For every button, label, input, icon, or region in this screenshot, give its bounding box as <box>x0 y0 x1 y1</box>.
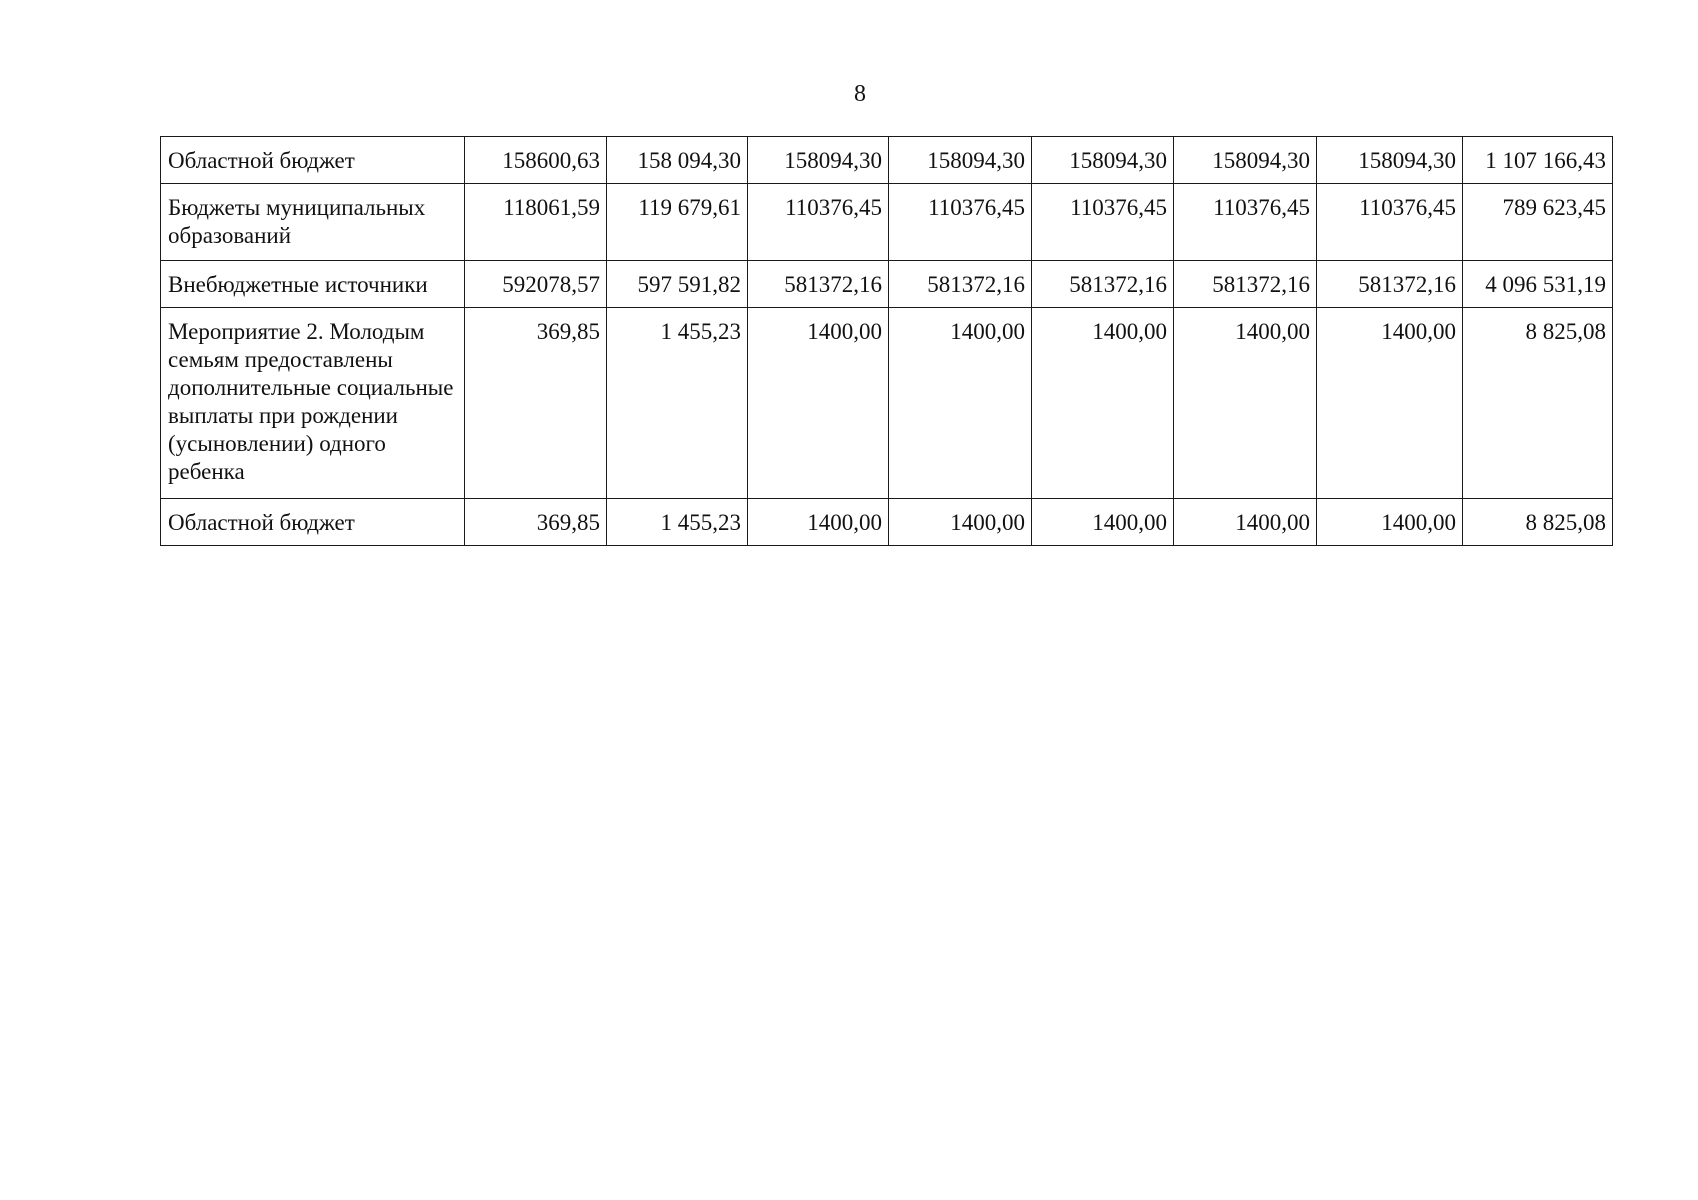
row-label: Мероприятие 2. Молодым семьям предоставлены дополнительные социальные выплаты при рождении (усыновлении) одного ребенка <box>161 308 465 499</box>
value-cell: 581372,16 <box>748 261 889 308</box>
value-cell: 581372,16 <box>1174 261 1317 308</box>
table-row <box>161 499 1613 546</box>
value-cell: 158094,30 <box>748 137 889 184</box>
value-cell: 110376,45 <box>748 184 889 261</box>
value-cell: 369,85 <box>465 499 607 546</box>
value-cell: 592078,57 <box>465 261 607 308</box>
value-cell: 119 679,61 <box>607 184 748 261</box>
value-cell: 158 094,30 <box>607 137 748 184</box>
page-number: 8 <box>854 81 866 107</box>
value-cell: 158094,30 <box>889 137 1032 184</box>
row-label: Областной бюджет <box>161 499 465 546</box>
row-label: Внебюджетные источники <box>161 261 465 308</box>
value-cell: 1400,00 <box>1032 499 1174 546</box>
value-cell: 597 591,82 <box>607 261 748 308</box>
value-cell: 1400,00 <box>1174 308 1317 499</box>
row-label: Бюджеты муниципальных образований <box>161 184 465 261</box>
row-label: Областной бюджет <box>161 137 465 184</box>
value-cell: 1 455,23 <box>607 499 748 546</box>
value-cell: 1400,00 <box>1317 308 1463 499</box>
value-cell: 581372,16 <box>1032 261 1174 308</box>
value-cell: 1400,00 <box>889 499 1032 546</box>
table-row <box>161 184 1613 261</box>
value-cell: 1400,00 <box>1317 499 1463 546</box>
budget-table <box>160 136 1613 546</box>
table-row <box>161 137 1613 184</box>
value-cell: 1400,00 <box>1174 499 1317 546</box>
total-cell: 789 623,45 <box>1463 184 1613 261</box>
value-cell: 581372,16 <box>1317 261 1463 308</box>
total-cell: 8 825,08 <box>1463 499 1613 546</box>
value-cell: 110376,45 <box>1174 184 1317 261</box>
value-cell: 581372,16 <box>889 261 1032 308</box>
table-row <box>161 261 1613 308</box>
value-cell: 110376,45 <box>889 184 1032 261</box>
value-cell: 158094,30 <box>1317 137 1463 184</box>
total-cell: 1 107 166,43 <box>1463 137 1613 184</box>
value-cell: 369,85 <box>465 308 607 499</box>
value-cell: 1 455,23 <box>607 308 748 499</box>
value-cell: 158094,30 <box>1032 137 1174 184</box>
value-cell: 158600,63 <box>465 137 607 184</box>
table-row <box>161 308 1613 499</box>
value-cell: 1400,00 <box>889 308 1032 499</box>
value-cell: 1400,00 <box>1032 308 1174 499</box>
value-cell: 1400,00 <box>748 308 889 499</box>
value-cell: 1400,00 <box>748 499 889 546</box>
value-cell: 110376,45 <box>1032 184 1174 261</box>
value-cell: 118061,59 <box>465 184 607 261</box>
value-cell: 158094,30 <box>1174 137 1317 184</box>
total-cell: 4 096 531,19 <box>1463 261 1613 308</box>
total-cell: 8 825,08 <box>1463 308 1613 499</box>
value-cell: 110376,45 <box>1317 184 1463 261</box>
